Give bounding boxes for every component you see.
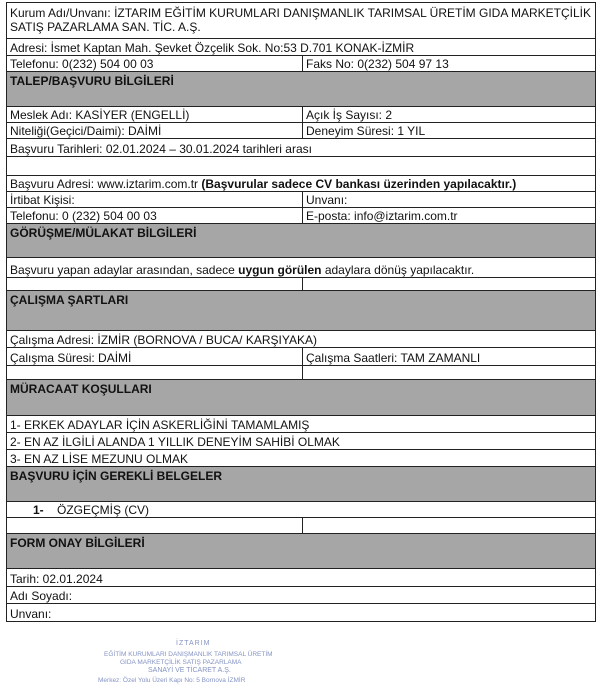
company-name-value: İZTARIM EĞİTİM KURUMLARI DANIŞMANLIK TARIMSAL ÜRETİM GIDA MARKETÇİLİK SATIŞ PAZARLAMA SAN. TİC. A.Ş. [10, 6, 592, 34]
contact-row [7, 192, 596, 208]
requirements-section-header: MÜRACAAT KOŞULLARI [7, 380, 596, 416]
company-stamp [98, 640, 338, 686]
documents-blank-row [7, 518, 596, 534]
experience-duration: Deneyim Süresi: 1 YIL [303, 123, 596, 139]
interview-section-header: GÖRÜŞME/MÜLAKAT BİLGİLERİ [7, 224, 596, 258]
documents-blank-left [7, 518, 303, 534]
company-fax: Faks No: 0(232) 504 97 13 [303, 56, 596, 72]
interview-text-end: adaylara dönüş yapılacaktır. [321, 263, 475, 277]
conditions-section-header-row [7, 291, 596, 331]
company-name-cell [7, 3, 596, 39]
interview-text [7, 258, 596, 278]
conditions-section-header: ÇALIŞMA ŞARTLARI [7, 291, 596, 331]
requirements-section-header-row [7, 380, 596, 416]
form-table [6, 2, 596, 622]
open-positions: Açık İş Sayısı: 2 [303, 107, 596, 123]
stamp-line-3: GIDA MARKETÇİLİK SATIŞ PAZARLAMA [120, 659, 242, 666]
requirement-item: 1- ERKEK ADAYLAR İÇİN ASKERLİĞİNİ TAMAMLAMIŞ [7, 416, 596, 433]
stamp-line-5: Merkez: Özel Yolu Üzeri Kapı No: 5 Bornova İZMİR [98, 677, 246, 684]
requirement-item: 3- EN AZ LİSE MEZUNU OLMAK [7, 450, 596, 467]
work-duration: Çalışma Süresi: DAİMİ [7, 348, 303, 366]
document-item [7, 502, 596, 518]
approval-name: Adı Soyadı: [7, 587, 596, 604]
request-contact-row [7, 208, 596, 224]
contact-person: İrtibat Kişisi: [7, 192, 303, 208]
approval-name-row [7, 587, 596, 604]
document-item-number: 1- [33, 503, 44, 517]
conditions-blank-row [7, 366, 596, 380]
work-address: Çalışma Adresi: İZMİR (BORNOVA / BUCA/ KARŞIYAKA) [7, 331, 596, 348]
company-phone: Telefonu: 0(232) 504 00 03 [7, 56, 303, 72]
document-item-text: ÖZGEÇMİŞ (CV) [57, 503, 150, 517]
approval-title-row [7, 604, 596, 622]
company-address: Adresi: İsmet Kaptan Mah. Şevket Özçelik Sok. No:53 D.701 KONAK-İZMİR [7, 39, 596, 56]
stamp-line-2: EĞİTİM KURUMLARI DANIŞMANLIK TARIMSAL ÜRETİM [104, 651, 273, 658]
requirement-item: 2- EN AZ İLGİLİ ALANDA 1 YILLIK DENEYİM SAHİBİ OLMAK [7, 433, 596, 450]
request-row-2 [7, 123, 596, 139]
interview-text-emphasis: uygun görülen [238, 263, 322, 277]
company-address-row [7, 39, 596, 56]
documents-section-header-row [7, 467, 596, 502]
request-dates-row [7, 139, 596, 157]
request-email: E-posta: info@iztarim.com.tr [303, 208, 596, 224]
requirement-row-3 [7, 450, 596, 467]
contact-title: Unvanı: [303, 192, 596, 208]
job-nature: Niteliği(Geçici/Daimi): DAİMİ [7, 123, 303, 139]
request-phone: Telefonu: 0 (232) 504 00 03 [7, 208, 303, 224]
application-dates: Başvuru Tarihleri: 02.01.2024 – 30.01.2024 tarihleri arası [7, 139, 596, 157]
interview-blank-left [7, 278, 303, 291]
blank-row [7, 157, 596, 176]
blank-cell [7, 157, 596, 176]
work-terms-row [7, 348, 596, 366]
approval-date: Tarih: 02.01.2024 [7, 569, 596, 587]
requirement-row-2 [7, 433, 596, 450]
documents-section-header: BAŞVURU İÇİN GEREKLİ BELGELER [7, 467, 596, 502]
approval-date-row [7, 569, 596, 587]
approval-section-header-row [7, 534, 596, 569]
interview-section-header-row [7, 224, 596, 258]
request-section-header: TALEP/BAŞVURU BİLGİLERİ [7, 72, 596, 107]
company-name-label: Kurum Adı/Unvanı: [10, 6, 111, 20]
application-address-note: (Başvurular sadece CV bankası üzerinden yapılacaktır.) [201, 177, 517, 191]
approval-title: Unvanı: [7, 604, 596, 622]
stamp-line-4: SANAYİ VE TİCARET A.Ş. [148, 667, 231, 674]
request-row-1 [7, 107, 596, 123]
work-hours: Çalışma Saatleri: TAM ZAMANLI [303, 348, 596, 366]
application-address [7, 176, 596, 192]
documents-blank-right [303, 518, 596, 534]
conditions-blank-right [303, 366, 596, 380]
application-form [6, 2, 595, 622]
company-name-row [7, 3, 596, 39]
request-section-header-row [7, 72, 596, 107]
profession: Meslek Adı: KASİYER (ENGELLİ) [7, 107, 303, 123]
conditions-blank-left [7, 366, 303, 380]
interview-text-start: Başvuru yapan adaylar arasından, sadece [10, 263, 239, 277]
application-address-row [7, 176, 596, 192]
approval-section-header: FORM ONAY BİLGİLERİ [7, 534, 596, 569]
stamp-line-1: İZTARIM [176, 640, 211, 647]
interview-blank-row [7, 278, 596, 291]
company-contact-row [7, 56, 596, 72]
work-address-row [7, 331, 596, 348]
document-row [7, 502, 596, 518]
application-address-text: Başvuru Adresi: www.iztarim.com.tr [10, 177, 202, 191]
interview-text-row [7, 258, 596, 278]
interview-blank-right [303, 278, 596, 291]
requirement-row-1 [7, 416, 596, 433]
